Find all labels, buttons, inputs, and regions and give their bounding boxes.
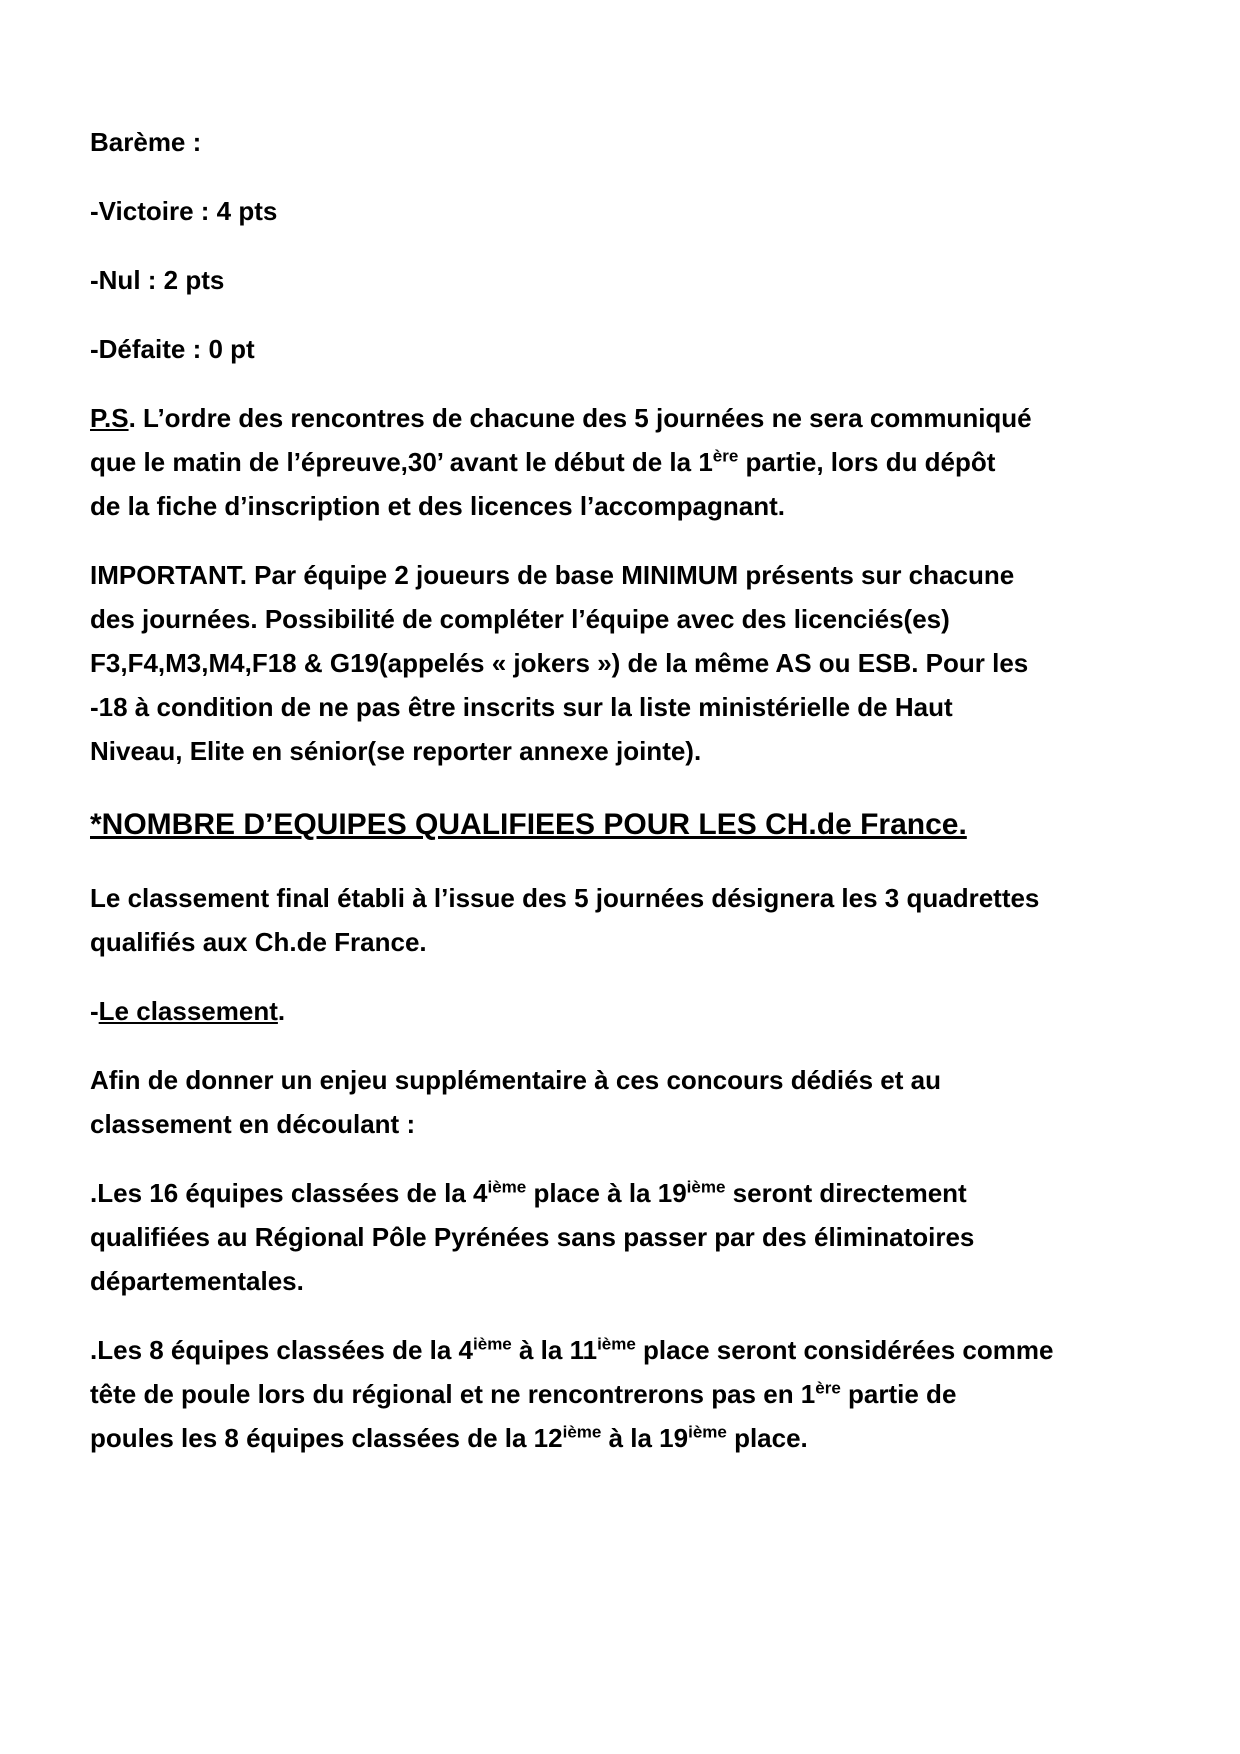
important-line-1: IMPORTANT. Par équipe 2 joueurs de base MINIMUM présents sur chacune — [90, 560, 1015, 590]
afin-line-2: classement en découlant : — [90, 1109, 416, 1139]
huit-line-1-sup-2: ième — [597, 1334, 636, 1354]
seize-paragraph — [90, 1169, 1160, 1305]
huit-line-3-b: à la 19 — [601, 1423, 689, 1453]
important-paragraph — [90, 551, 1160, 775]
le-classement-line — [90, 987, 1160, 1035]
huit-line-3-sup-2: ième — [688, 1422, 727, 1442]
huit-line-2-b: partie de — [840, 1379, 957, 1409]
huit-line-3 — [90, 1414, 1160, 1462]
important-line-3: F3,F4,M3,M4,F18 & G19(appelés « jokers ») de la même AS ou ESB. Pour les — [90, 648, 1029, 678]
important-line-2: des journées. Possibilité de compléter l’équipe avec des licenciés(es) — [90, 604, 950, 634]
huit-paragraph — [90, 1326, 1160, 1462]
seize-line-1-b: place à la 19 — [526, 1178, 687, 1208]
ps-line-3: de la fiche d’inscription et des licences l’accompagnant. — [90, 491, 785, 521]
afin-line-1: Afin de donner un enjeu supplémentaire à ces concours dédiés et au — [90, 1065, 941, 1095]
le-classement-suffix: . — [277, 996, 286, 1026]
document-body — [90, 118, 1160, 1462]
huit-line-1-a: .Les 8 équipes classées de la 4 — [90, 1335, 474, 1365]
bareme-nul: -Nul : 2 pts — [90, 265, 225, 295]
classement-final-line-2: qualifiés aux Ch.de France. — [90, 927, 427, 957]
important-line-5: Niveau, Elite en sénior(se reporter annexe jointe). — [90, 736, 702, 766]
huit-line-2-sup: ère — [815, 1378, 841, 1398]
huit-line-3-sup-1: ième — [562, 1422, 602, 1442]
huit-line-2 — [90, 1370, 1160, 1418]
bareme-defaite: -Défaite : 0 pt — [90, 334, 255, 364]
seize-line-1-c: seront directement — [725, 1178, 967, 1208]
ps-line-2-b: partie, lors du dépôt — [738, 447, 996, 477]
section-heading: *NOMBRE D’EQUIPES QUALIFIEES POUR LES CH.de France. — [90, 808, 967, 841]
seize-line-1-sup-2: ième — [686, 1177, 726, 1197]
huit-line-2-a: tête de poule lors du régional et ne rencontrerons pas en 1 — [90, 1379, 816, 1409]
afin-paragraph — [90, 1056, 1160, 1148]
ps-line-2-a: que le matin de l’épreuve,30’ avant le début de la 1 — [90, 447, 713, 477]
huit-line-1 — [90, 1326, 1160, 1374]
ps-line-1-text: . L’ordre des rencontres de chacune des 5 journées ne sera communiqué — [128, 403, 1032, 433]
ps-label: P.S — [90, 403, 129, 433]
classement-final-line-1: Le classement final établi à l’issue des 5 journées désignera les 3 quadrettes — [90, 883, 1040, 913]
ps-line-1 — [90, 394, 1160, 442]
le-classement-prefix: - — [90, 996, 99, 1026]
huit-line-1-sup-1: ième — [473, 1334, 512, 1354]
ps-line-2 — [90, 438, 1160, 486]
huit-line-1-c: place seront considérées comme — [635, 1335, 1054, 1365]
ps-paragraph — [90, 394, 1160, 530]
seize-line-1-a: .Les 16 équipes classées de la 4 — [90, 1178, 488, 1208]
ps-line-2-sup: ère — [712, 446, 739, 466]
seize-line-3: départementales. — [90, 1266, 304, 1296]
seize-line-1-sup-1: ième — [487, 1177, 527, 1197]
bareme-victoire: -Victoire : 4 pts — [90, 196, 278, 226]
huit-line-3-c: place. — [726, 1423, 808, 1453]
huit-line-1-b: à la 11 — [511, 1335, 598, 1365]
seize-line-2: qualifiées au Régional Pôle Pyrénées sans passer par des éliminatoires — [90, 1222, 975, 1252]
huit-line-3-a: poules les 8 équipes classées de la 12 — [90, 1423, 563, 1453]
important-line-4: -18 à condition de ne pas être inscrits sur la liste ministérielle de Haut — [90, 692, 953, 722]
classement-final-paragraph — [90, 874, 1160, 966]
bareme-title: Barème : — [90, 127, 202, 157]
le-classement-label: Le classement — [98, 996, 278, 1026]
seize-line-1 — [90, 1169, 1160, 1217]
